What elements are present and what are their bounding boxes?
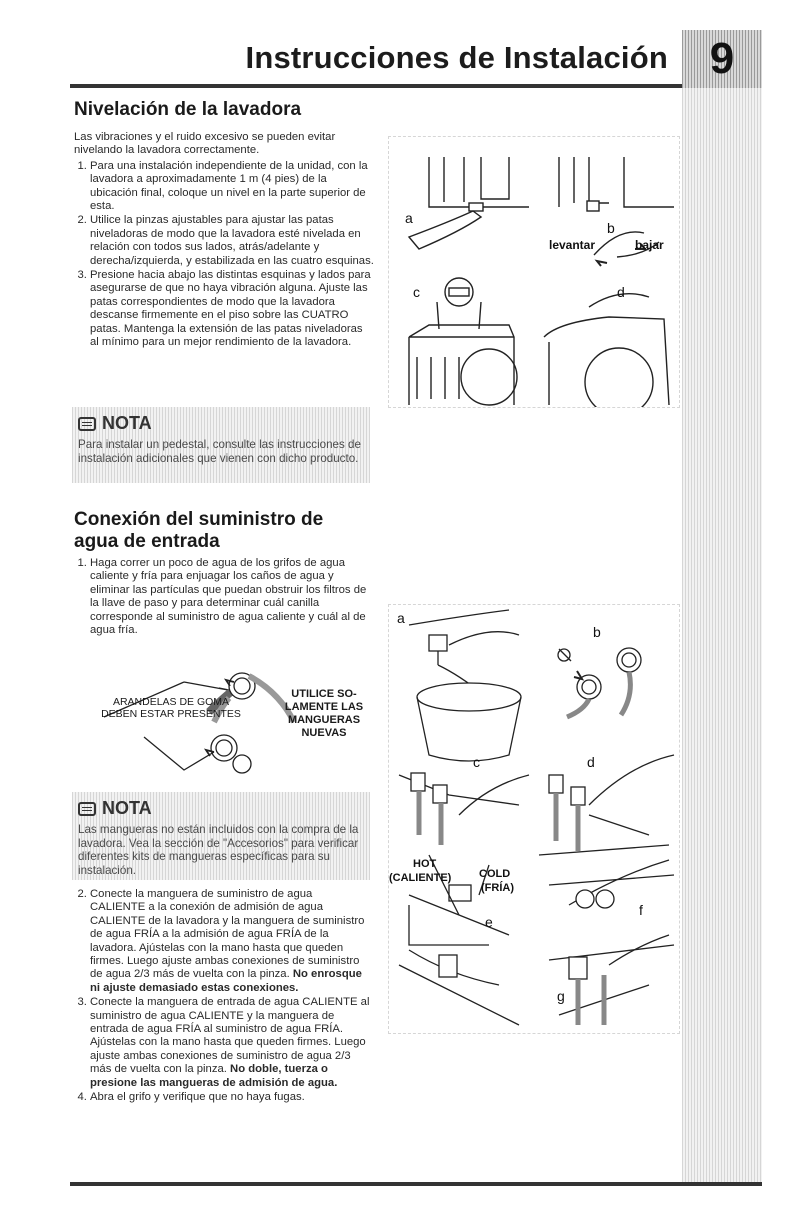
fig2-label-d: d xyxy=(587,754,595,770)
leveling-step: 3. Presione hacia abajo las distintas esquinas y lados para asegurarse de que no haya vibración alguna. Ajuste las patas correspondientes de modo que la lavadora descanse firmemente en el piso sobre las CUATRO patas. Mantenga la extensión de las patas niveladoras al mínimo para un mejor rendimiento de la lavadora. xyxy=(90,269,374,349)
fig1-label-a: a xyxy=(405,210,413,226)
fig1-label-c: c xyxy=(413,284,420,300)
water-step-4: 4. Abra el grifo y verifique que no haya fugas. xyxy=(90,1091,370,1104)
new-hoses-caption-line-3: MANGUERAS xyxy=(287,714,361,726)
water-steps-2-4 xyxy=(74,888,370,1106)
page-number: 9 xyxy=(682,30,762,88)
note-box-hoses xyxy=(72,792,370,880)
fig1-label-levantar: levantar xyxy=(549,238,596,252)
washers-caption-line-2: DEBEN ESTAR PRESENTES xyxy=(101,708,241,720)
note-text: Para instalar un pedestal, consulte las instrucciones de instalación adicionales que vienen con dicho producto. xyxy=(78,438,361,465)
hose-diagram xyxy=(74,652,374,774)
leveling-steps xyxy=(74,160,374,350)
fig2-label-hot-es: (CALIENTE) xyxy=(389,872,452,884)
fig2-label-a: a xyxy=(397,610,405,626)
note-text: Las mangueras no están incluidos con la compra de la lavadora. Vea la sección de "Accesorios" para verificar diferentes kits de mangueras específicas para su instalación. xyxy=(78,823,359,877)
washers-caption-line-1: ARANDELAS DE GOMA xyxy=(112,696,230,708)
header-rule xyxy=(70,84,682,88)
leveling-illustration xyxy=(389,137,679,407)
water-step-1 xyxy=(74,557,370,638)
note-icon xyxy=(78,802,96,816)
page-title: Instrucciones de Instalación xyxy=(245,40,668,75)
leveling-figure xyxy=(388,136,680,408)
fig1-label-b: b xyxy=(607,220,615,236)
section-heading-water-supply xyxy=(74,509,323,553)
note-heading xyxy=(78,798,362,819)
leveling-text xyxy=(74,131,374,351)
fig1-label-bajar: bajar xyxy=(635,238,664,252)
fig1-label-d: d xyxy=(617,284,625,300)
fig2-label-cold-es: (FRÍA) xyxy=(481,882,514,894)
new-hoses-caption-line-2: LAMENTE LAS xyxy=(284,701,364,713)
fig2-label-c: c xyxy=(473,754,480,770)
note-box-pedestal xyxy=(72,407,370,483)
heading-line-2: agua de entrada xyxy=(74,531,220,552)
new-hoses-caption-line-4: NUEVAS xyxy=(301,727,347,739)
page-sidebar-band xyxy=(682,88,762,1182)
water-supply-illustration xyxy=(389,605,679,1033)
water-step-2-warning: No enrosque ni ajuste demasiado estas conexiones. xyxy=(90,968,362,994)
water-supply-figure xyxy=(388,604,680,1034)
note-icon xyxy=(78,417,96,431)
fig2-label-hot: HOT xyxy=(413,858,437,870)
footer-rule xyxy=(70,1182,762,1186)
water-step-2-text: Conecte la manguera de suministro de agua CALIENTE a la conexión de admisión de agua CALIENTE de la lavadora y la manguera de suministro de agua FRÍA a la admisión de agua FRÍA de la lavadora. Ajústelas con la mano hasta que queden firmes. Luego ajuste ambas conexiones de suministro de agua 2/3 más de vuelta con la pinza. xyxy=(90,888,365,981)
heading-line-1: Conexión del suministro de xyxy=(74,509,324,530)
fig2-label-cold: COLD xyxy=(479,868,511,880)
water-step-3-warning: No doble, tuerza o presione las mangueras de admisión de agua. xyxy=(90,1063,338,1089)
water-step-text: 1. Haga correr un poco de agua de los grifos de agua caliente y fría para enjuagar los caños de agua y eliminar las partículas que puedan obstruir los filtros de la llave de paso y para determinar cuál canilla corresponde al suministro de agua caliente y cuál al de agua fría. xyxy=(90,557,370,637)
note-heading xyxy=(78,413,362,434)
washers-caption xyxy=(86,696,256,720)
new-hoses-caption-line-1: UTILICE SO- xyxy=(291,688,357,700)
fig2-label-f: f xyxy=(639,902,643,918)
section-heading-leveling: Nivelación de la lavadora xyxy=(74,99,302,120)
leveling-intro: Las vibraciones y el ruido excesivo se pueden evitar nivelando la lavadora correctamente. xyxy=(74,131,336,157)
leveling-step: 1. Para una instalación independiente de la unidad, con la lavadora a aproximadamente 1 m (4 pies) de la ubicación final, coloque un nivel en la parte superior de esta. xyxy=(90,160,374,214)
fig2-label-g: g xyxy=(557,988,565,1004)
fig2-label-e: e xyxy=(485,914,493,930)
water-step-3-text: Conecte la manguera de entrada de agua CALIENTE al suministro de agua CALIENTE y la manguera de entrada de agua FRÍA al suministro de agua FRÍA. Ajústelas con la mano hasta que queden firmes. Luego ajuste ambas conexiones de suministro de agua 2/3 más de vuelta con la pinza. xyxy=(90,996,370,1076)
leveling-step: 2. Utilice la pinzas ajustables para ajustar las patas niveladoras de modo que la lavadora esté nivelada en relación con todos sus lados, atrás/adelante y derecha/izquierda, y estabilizada en las cuatro esquinas. xyxy=(90,214,374,268)
note-label: NOTA xyxy=(102,413,152,433)
new-hoses-caption xyxy=(274,688,374,740)
note-label: NOTA xyxy=(102,798,152,818)
fig2-label-b: b xyxy=(593,624,601,640)
water-step-2 xyxy=(90,888,370,995)
water-step-3 xyxy=(90,996,370,1090)
